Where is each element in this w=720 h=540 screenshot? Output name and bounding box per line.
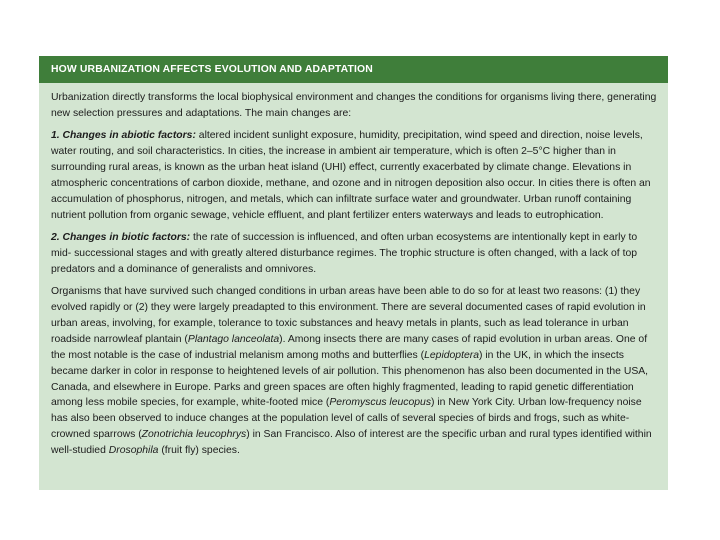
- biotic-paragraph: [51, 230, 660, 278]
- abiotic-text: altered incident sunlight exposure, humidity, precipitation, wind speed and direction, noise levels, water routing, and soil characteristics. In cities, the increase in ambient air temperature, which is often 2–5°C higher than in surrounding rural areas, is known as the urban heat island (UHI) effect, currently exacerbated by climate change. Elevations in atmospheric concentrations of carbon dioxide, methane, and ozone and in nitrogen deposition also occur. In cities there is often an accumulation of phosphorus, nitrogen, and metals, which can infiltrate surface water and groundwater. Urban runoff containing nutrient pollution from organic sewage, vehicle effluent, and plant fertilizer enters waterways and leads to eutrophication.: [51, 130, 651, 221]
- closing-text-5: ) in San Francisco. Also of interest are the specific urban and rural types identified within well-studied: [51, 429, 652, 457]
- genus-drosophila: Drosophila: [108, 445, 159, 457]
- biotic-lead: 2. Changes in biotic factors:: [51, 232, 191, 244]
- abiotic-lead: 1. Changes in abiotic factors:: [51, 130, 196, 142]
- box-header: [39, 56, 668, 83]
- closing-paragraph: [51, 284, 660, 459]
- box-content: [39, 83, 668, 459]
- closing-text-1: Organisms that have survived such changed conditions in urban areas have been able to do so for at least two reasons: (1) they evolved rapidly or (2) they were largely preadapted to this environment. There are several documented cases of rapid evolution in urban areas, involving, for example, tolerance to toxic substances and heavy metals in plants, such as lead tolerance in urban roadside narrowleaf plantain (: [51, 286, 646, 345]
- biotic-text: the rate of succession is influenced, and often urban ecosystems are intentionally kept in early to mid- successional stages and with greatly altered disturbance regimes. The trophic structure is often changed, with a lack of top predators and a dominance of generalists and omnivores.: [51, 232, 638, 275]
- taxon-lepidoptera: Lepidoptera: [424, 349, 479, 361]
- closing-text-4: ) in New York City. Urban low-frequency noise has also been observed to induce changes at the population level of calls of several species of birds and frogs, such as white-crowned sparrows (: [51, 397, 642, 441]
- closing-text-6: (fruit fly) species.: [158, 445, 240, 457]
- species-peromyscus: Peromyscus leucopus: [329, 397, 432, 409]
- species-zonotrichia: Zonotrichia leucophrys: [141, 429, 247, 441]
- sidebar-box: [39, 56, 668, 490]
- species-plantago: Plantago lanceolata: [187, 333, 280, 345]
- closing-text-3: ) in the UK, in which the insects became darker in color in response to heightened levels of air pollution. This phenomenon has also been documented in the USA, Canada, and elsewhere in Europe. Parks and green spaces are often highly fragmented, leading to rapid genetic differentiation among less mobile species, for example, white-footed mice (: [51, 349, 649, 409]
- box-title: HOW URBANIZATION AFFECTS EVOLUTION AND ADAPTATION: [51, 64, 373, 75]
- intro-paragraph: Urbanization directly transforms the local biophysical environment and changes the conditions for organisms living there, generating new selection pressures and adaptations. The main changes are:: [51, 92, 657, 119]
- abiotic-paragraph: [51, 128, 660, 223]
- closing-text-2: ). Among insects there are many cases of rapid evolution in urban areas. One of the most notable is the case of industrial melanism among moths and butterflies (: [51, 333, 648, 361]
